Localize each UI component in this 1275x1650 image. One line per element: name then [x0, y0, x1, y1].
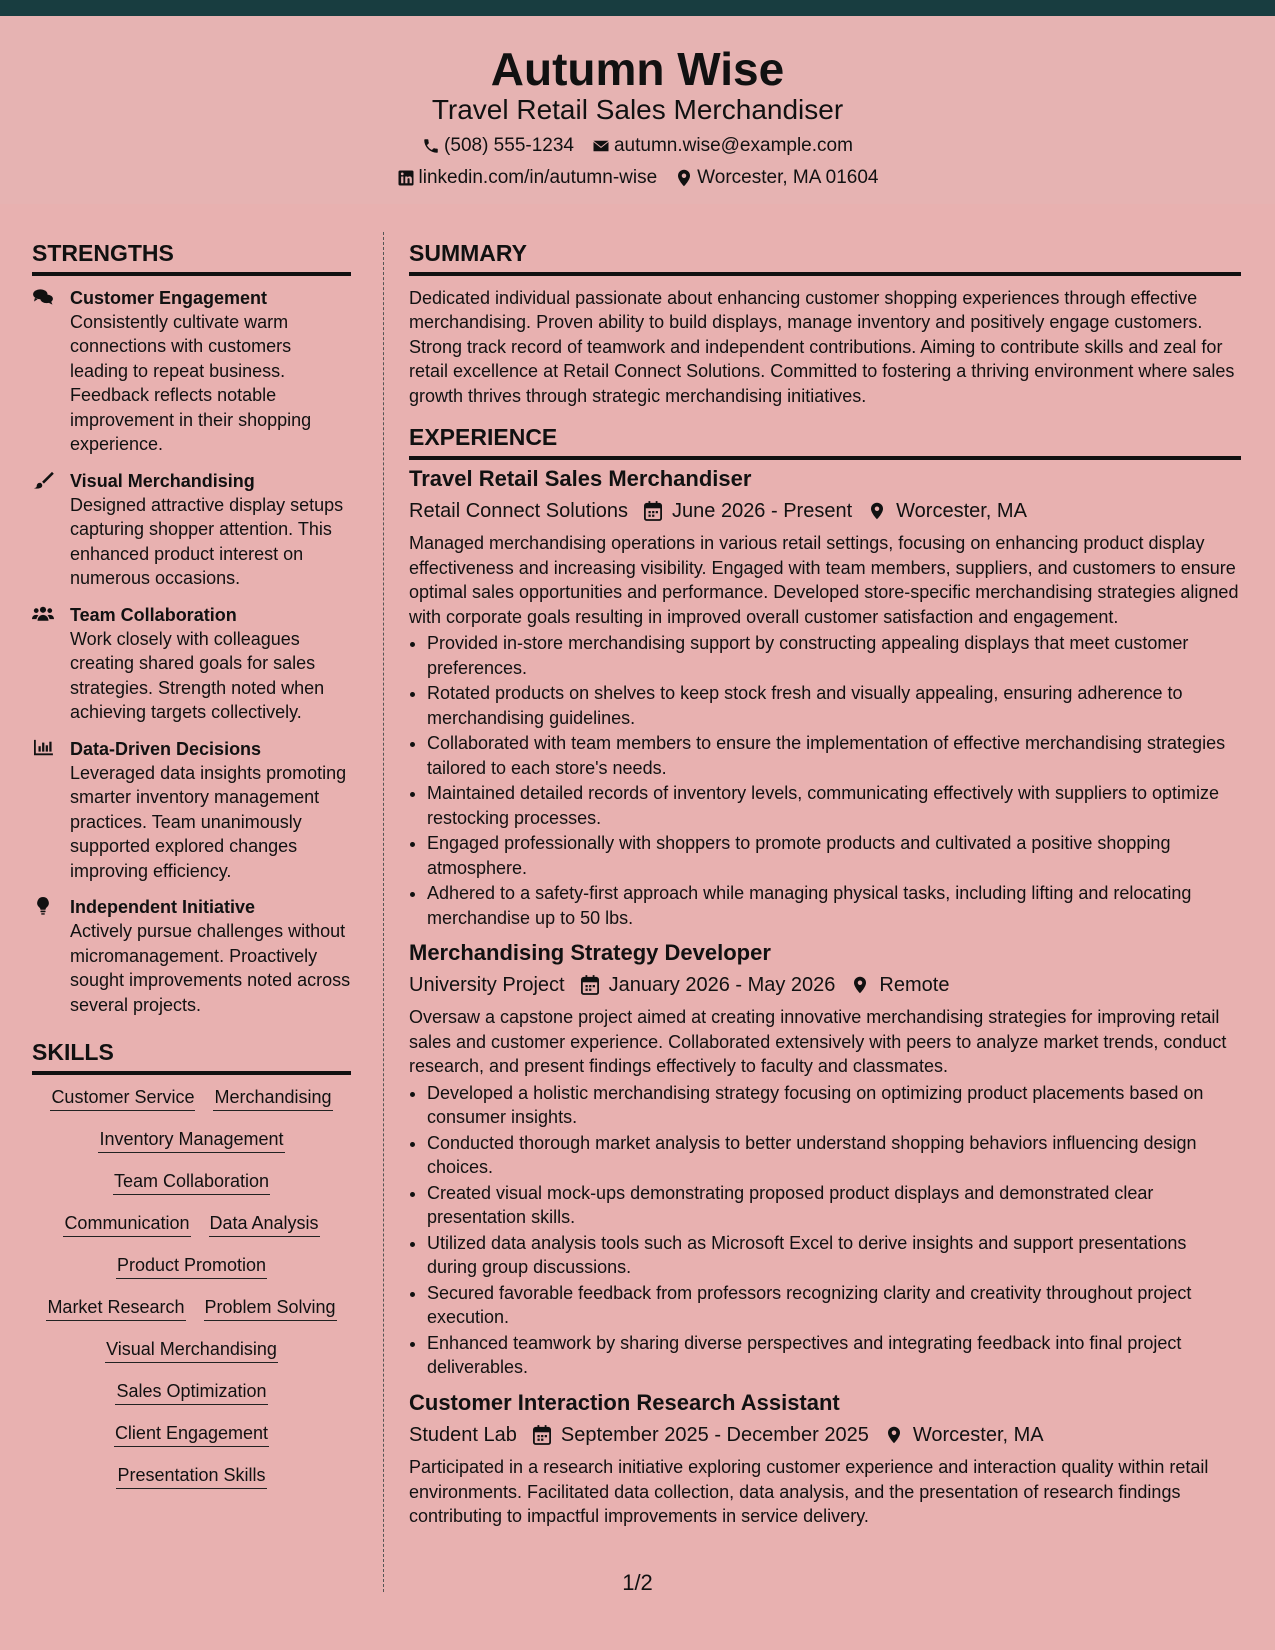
skill-row — [32, 1421, 351, 1447]
strength-desc: Leveraged data insights promoting smarter inventory management practices. Team unanimously supported explored changes improving efficiency. — [70, 762, 347, 881]
job-dates: September 2025 - December 2025 — [560, 1424, 869, 1447]
candidate-role: Travel Retail Sales Merchandiser — [431, 94, 844, 125]
map-pin-icon — [675, 169, 693, 187]
job-meta — [409, 971, 1241, 999]
strength-title: Team Collaboration — [70, 604, 237, 625]
strength-title: Independent Initiative — [70, 897, 256, 918]
phone-text: (508) 555-1234 — [444, 135, 574, 156]
skill-tag: Market Research — [46, 1295, 185, 1321]
email-text: autumn.wise@example.com — [613, 135, 853, 156]
top-accent-bar — [0, 0, 1275, 16]
job-company: Student Lab — [409, 1424, 517, 1447]
skill-tag: Presentation Skills — [116, 1463, 266, 1489]
job-bullet: • Adhered to a safety-first approach while managing physical tasks, including lifting and relocating merchandise up to 50 lbs. — [427, 881, 1241, 930]
job-bullet: • Utilized data analysis tools such as Microsoft Excel to derive insights and support presentations during group discussions. — [427, 1231, 1241, 1280]
skill-tag: Communication — [63, 1211, 190, 1237]
skill-row — [32, 1463, 351, 1489]
strength-item — [32, 469, 351, 591]
strength-item — [32, 737, 351, 884]
skill-row — [32, 1337, 351, 1363]
skills-heading: SKILLS — [32, 1039, 351, 1075]
map-pin-icon — [849, 974, 871, 996]
job-bullet: • Engaged professionally with shoppers to promote products and cultivated a positive shopping atmosphere. — [427, 831, 1241, 880]
paintbrush-icon — [32, 469, 70, 591]
skill-row — [32, 1169, 351, 1195]
experience-heading: EXPERIENCE — [409, 424, 1241, 460]
right-column — [409, 240, 1241, 1529]
job-bullet: • Rotated products on shelves to keep stock fresh and visually appealing, ensuring adherence to merchandising guidelines. — [427, 681, 1241, 730]
skill-tag: Product Promotion — [116, 1253, 267, 1279]
strength-title: Customer Engagement — [70, 287, 268, 308]
job-location: Worcester, MA — [912, 1424, 1044, 1447]
calendar-icon — [531, 1424, 553, 1446]
job-meta — [409, 497, 1241, 525]
candidate-name: Autumn Wise — [490, 43, 785, 95]
phone-icon — [422, 137, 440, 155]
skill-row — [32, 1127, 351, 1153]
contact-line-2 — [0, 166, 1275, 190]
job-title: Merchandising Strategy Developer — [409, 940, 771, 966]
linkedin-text: linkedin.com/in/autumn-wise — [418, 167, 658, 188]
job-meta — [409, 1421, 1241, 1449]
job-location: Remote — [879, 974, 950, 997]
job-entry — [409, 466, 1241, 930]
skill-tag: Inventory Management — [98, 1127, 284, 1153]
strengths-heading: STRENGTHS — [32, 240, 351, 276]
resume-header — [0, 16, 1275, 204]
lightbulb-icon — [32, 895, 70, 1017]
skill-tag: Visual Merchandising — [105, 1337, 278, 1363]
job-dates: January 2026 - May 2026 — [608, 974, 836, 997]
job-bullets — [409, 1081, 1241, 1380]
job-bullet: • Provided in-store merchandising support by constructing appealing displays that meet customer preferences. — [427, 631, 1241, 680]
skill-tag: Customer Service — [50, 1085, 195, 1111]
strength-item — [32, 286, 351, 457]
column-divider — [383, 232, 384, 1592]
skill-row — [32, 1295, 351, 1321]
left-column — [32, 240, 351, 1505]
page-number: 1/2 — [622, 1570, 653, 1595]
skill-tag: Merchandising — [213, 1085, 332, 1111]
skill-tag: Client Engagement — [114, 1421, 269, 1447]
strength-title: Data-Driven Decisions — [70, 738, 262, 759]
contact-linkedin[interactable] — [397, 166, 658, 190]
skill-tag: Team Collaboration — [113, 1169, 270, 1195]
skill-row — [32, 1253, 351, 1279]
strength-item — [32, 895, 351, 1017]
job-bullet: • Secured favorable feedback from professors recognizing clarity and creativity throughout project execution. — [427, 1281, 1241, 1330]
job-description: Managed merchandising operations in various retail settings, focusing on enhancing product display effectiveness and increasing visibility. Engaged with team members, suppliers, and customers to ensure optimal sales opportunities and performance. Developed store-specific merchandising strategies aligned with corporate goals resulting in improved overall customer satisfaction and engagement. — [409, 533, 1239, 627]
skill-tag: Problem Solving — [204, 1295, 337, 1321]
skills-list — [32, 1085, 351, 1489]
map-pin-icon — [866, 500, 888, 522]
map-pin-icon — [883, 1424, 905, 1446]
strength-desc: Consistently cultivate warm connections with customers leading to repeat business. Feedback reflects notable improvement in their shopping experience. — [70, 311, 312, 455]
chat-bubbles-icon — [32, 286, 70, 457]
job-entry — [409, 1390, 1241, 1529]
users-icon — [32, 603, 70, 725]
envelope-icon — [592, 137, 610, 155]
job-company: Retail Connect Solutions — [409, 500, 629, 523]
contact-line-1 — [0, 134, 1275, 158]
strength-desc: Work closely with colleagues creating shared goals for sales strategies. Strength noted when achieving targets collectively. — [70, 628, 325, 723]
calendar-icon — [579, 974, 601, 996]
job-location: Worcester, MA — [896, 500, 1027, 523]
job-entry — [409, 940, 1241, 1380]
skill-tag: Sales Optimization — [115, 1379, 267, 1405]
job-bullet: • Collaborated with team members to ensure the implementation of effective merchandising strategies tailored to each store's needs. — [427, 731, 1241, 780]
strength-title: Visual Merchandising — [70, 470, 255, 491]
summary-heading: SUMMARY — [409, 240, 1241, 276]
job-bullet: • Conducted thorough market analysis to better understand shopping behaviors influencing design choices. — [427, 1131, 1241, 1180]
summary-text: Dedicated individual passionate about enhancing customer shopping experiences through effective merchandising. Proven ability to build displays, manage inventory and positively engage customers. Strong track record of teamwork and independent contributions. Aiming to contribute skills and zeal for retail excellence at Retail Connect Solutions. Committed to fostering a thriving environment where sales growth thrives through strategic merchandising initiatives. — [409, 287, 1235, 406]
job-description: Oversaw a capstone project aimed at creating innovative merchandising strategies for improving retail sales and customer experience. Collaborated extensively with peers to analyze market trends, conduct research, and present findings effectively to faculty and classmates. — [409, 1007, 1227, 1077]
linkedin-icon — [397, 169, 415, 187]
job-title: Travel Retail Sales Merchandiser — [409, 465, 752, 491]
job-bullet: • Maintained detailed records of inventory levels, communicating effectively with suppliers to optimize restocking processes. — [427, 781, 1241, 830]
job-title: Customer Interaction Research Assistant — [409, 1389, 840, 1415]
calendar-icon — [642, 500, 664, 522]
skill-row — [32, 1379, 351, 1405]
skill-row — [32, 1085, 351, 1111]
job-description: Participated in a research initiative exploring customer experience and interaction quality within retail environments. Facilitated data collection, data analysis, and the presentation of research findings contributing to impactful improvements in service delivery. — [409, 1457, 1209, 1527]
job-bullet: • Created visual mock-ups demonstrating proposed product displays and demonstrated clear presentation skills. — [427, 1181, 1241, 1230]
strength-desc: Actively pursue challenges without micromanagement. Proactively sought improvements noted across several projects. — [70, 921, 351, 1015]
contact-phone — [422, 134, 574, 158]
contact-email[interactable] — [592, 134, 853, 158]
strength-desc: Designed attractive display setups capturing shopper attention. This enhanced product interest on numerous occasions. — [70, 494, 344, 589]
job-bullet: • Enhanced teamwork by sharing diverse perspectives and integrating feedback into final project deliverables. — [427, 1331, 1241, 1380]
job-bullet: • Developed a holistic merchandising strategy focusing on optimizing product placements based on consumer insights. — [427, 1081, 1241, 1130]
job-company: University Project — [409, 974, 565, 997]
job-dates: June 2026 - Present — [672, 500, 853, 523]
strength-item — [32, 603, 351, 725]
skill-tag: Data Analysis — [209, 1211, 320, 1237]
location-text: Worcester, MA 01604 — [697, 167, 879, 188]
contact-location — [675, 166, 878, 190]
job-bullets — [409, 631, 1241, 930]
skill-row — [32, 1211, 351, 1237]
bar-chart-icon — [32, 737, 70, 884]
